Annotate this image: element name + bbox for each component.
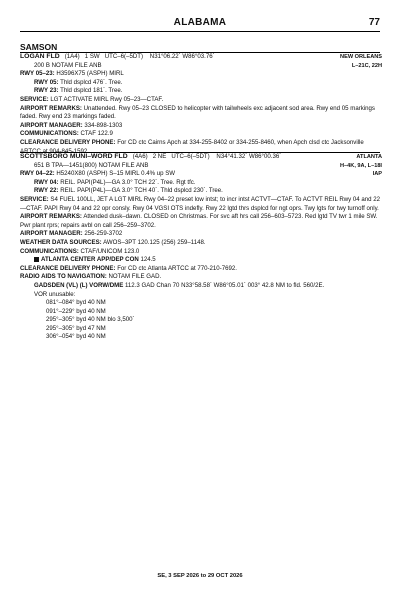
chart-ref: NEW ORLEANS <box>340 54 382 60</box>
vor-unusable-item: 081°–084° byd 40 NM <box>46 299 106 307</box>
runway-end-text: Thld dsplcd 181´. Tree. <box>60 87 123 95</box>
header-rule <box>20 31 380 32</box>
airport-title-line <box>20 153 382 162</box>
vor-line <box>20 282 382 291</box>
airport-info-line <box>20 62 382 71</box>
chart-ref-2: H–4K, 9A, L–18I <box>340 162 382 169</box>
airport-ident: (1A4) <box>64 53 80 60</box>
runway-end-label: RWY 05: <box>34 78 59 86</box>
communications-text: CTAF 122.9 <box>80 130 113 138</box>
airport-ident: (4A6) <box>132 153 148 160</box>
approach-symbol-icon <box>34 257 39 262</box>
runway-end-text: REIL. PAPI(P4L)—GA 3.0° TCH 40´. Thld dsplcd 230´. Tree. <box>60 187 223 195</box>
runway-end-label: RWY 23: <box>34 87 59 95</box>
airport-coords: N31°06.22´ W86°03.76´ <box>149 53 215 60</box>
airport-coords: N34°41.32´ W86°00.36´ <box>216 153 282 160</box>
manager-label: AIRPORT MANAGER: <box>20 121 83 129</box>
remarks-text: Attended dusk–dawn. CLOSED on Christmas. For svc aft hrs call 256–603–5723. Red lgtd TV twr 1 mile SW. Pwr plant rprs; repairs avbl on call 256–259–3702. <box>20 213 378 229</box>
state-title: ALABAMA <box>173 17 227 28</box>
communications-line <box>20 130 382 139</box>
airport-entry-logan <box>20 53 382 156</box>
runway-end-line <box>20 179 382 188</box>
runway-end-line <box>20 187 382 196</box>
chart-ref-2: L–21C, 22H <box>351 62 382 69</box>
runway-line <box>20 170 382 179</box>
approach-label: ATLANTA CENTER APP/DEP CON <box>41 256 139 264</box>
airport-name: LOGAN FLD <box>20 53 60 60</box>
runway-line <box>20 70 382 79</box>
vor-unusable-item: 295°–305° byd 40 NM blo 3,500´ <box>46 316 135 324</box>
clearance-text: For CD ctc Atlanta ARTCC at 770-210-7692. <box>117 264 237 272</box>
remarks-block <box>20 213 382 230</box>
runway-text: H3596X75 (ASPH) MIRL <box>56 70 124 78</box>
service-label: SERVICE: <box>20 195 49 203</box>
service-label: SERVICE: <box>20 95 49 103</box>
remarks-text: Unattended. Rwy 05–23 CLOSED to helicopter with tailwheels exc adjacent sod area. Rwy end 05 markings faded. Rwy end 23 markings faded. <box>20 104 375 121</box>
communications-line <box>20 248 382 257</box>
page-footer: SE, 3 SEP 2026 to 29 OCT 2026 <box>157 573 243 579</box>
clearance-line <box>20 265 382 274</box>
radio-aids-text: NOTAM FILE GAD. <box>108 273 162 281</box>
runway-end-text: Thld dsplcd 476´. Tree. <box>60 78 123 86</box>
weather-text: AWOS–3PT 120.125 (256) 259–1148. <box>103 238 206 246</box>
airport-utc: UTC–6(–5DT) <box>171 153 210 160</box>
approach-line <box>20 256 382 265</box>
manager-text: 256-259-3702 <box>84 230 123 238</box>
service-block <box>20 196 382 213</box>
radio-aids-label: RADIO AIDS TO NAVIGATION: <box>20 273 107 281</box>
remarks-label: AIRPORT REMARKS: <box>20 213 82 221</box>
clearance-label: CLEARANCE DELIVERY PHONE: <box>20 264 116 272</box>
city-heading: SAMSON <box>20 42 58 52</box>
vor-unusable-label: VOR unusable: <box>34 290 76 298</box>
runway-end-label: RWY 04: <box>34 178 59 186</box>
manager-text: 334-898-1303 <box>84 121 123 129</box>
communications-label: COMMUNICATIONS: <box>20 247 79 255</box>
runway-end-line <box>20 79 382 88</box>
manager-line <box>20 122 382 131</box>
vor-label: GADSDEN (VL) (L) VORW/DME <box>34 281 124 289</box>
chart-ref-3: IAP <box>372 171 382 178</box>
airport-location: 2 NE <box>152 153 167 160</box>
service-text: LGT ACTIVATE MIRL Rwy 05–23—CTAF. <box>50 95 164 103</box>
vor-unusable-item: 306°–054° byd 40 NM <box>46 333 106 341</box>
elev-notam: 651 B TPA—1451(800) NOTAM FILE ANB <box>34 161 149 169</box>
vor-unusable-item: 295°–305° byd 47 NM <box>46 324 106 332</box>
page-header <box>0 0 400 34</box>
page-number: 77 <box>368 17 380 28</box>
remarks-label: AIRPORT REMARKS: <box>20 104 82 112</box>
weather-line <box>20 239 382 248</box>
clearance-text: For CD ctc Cairns Apch at 334-255-8402 or 334-255-8460, when Apch clsd ctc Jacksonville ARTCC at 904-845-1592. <box>20 138 364 155</box>
vor-text: 112.3 GAD Chan 70 N33°58.58´ W86°05.01´ 003° 42.8 NM to fld. 560/2E. <box>124 281 325 289</box>
runway-end-text: REIL. PAPI(P4L)—GA 3.0° TCH 22´. Tree. Rgt tfc. <box>60 178 196 186</box>
remarks-block <box>20 105 382 122</box>
radio-aids-line <box>20 273 382 282</box>
vor-unusable-item: 091°–229° byd 40 NM <box>46 307 106 315</box>
clearance-label: CLEARANCE DELIVERY PHONE: <box>20 138 116 146</box>
airport-info-line <box>20 162 382 171</box>
airport-utc: UTC–6(–5DT) <box>104 53 144 60</box>
airport-title-line <box>20 53 382 62</box>
service-text: S4 FUEL 100LL, JET A LGT MIRL Rwy 04–22 preset low intst; to incr intst ACTVT—CTAF. To ACTVT REIL Rwy 04 and 22—CTAF. PAPI Rwy 04 and 22 opr consly. Rwy 04 VGSI OTS indefly. Rwy 22 lgtd thrs dsplcd for ngt oprs. Twy lgts for twy turnoff only. <box>20 195 381 212</box>
communications-text: CTAF/UNICOM 123.0 <box>80 247 140 255</box>
elev-notam: 200 B NOTAM FILE ANB <box>34 61 102 69</box>
chart-ref: ATLANTA <box>356 154 382 160</box>
runway-end-label: RWY 22: <box>34 187 59 195</box>
airport-location: 1 SW <box>84 53 100 60</box>
manager-line <box>20 230 382 239</box>
runway-text: H5240X80 (ASPH) S–15 MIRL 0.4% up SW <box>56 170 176 178</box>
runway-label: RWY 05–23: <box>20 70 55 78</box>
airport-name: SCOTTSBORO MUNI–WORD FLD <box>20 153 128 160</box>
service-line <box>20 96 382 105</box>
approach-text: 124.5 <box>140 256 156 264</box>
runway-label: RWY 04–22: <box>20 170 55 178</box>
manager-label: AIRPORT MANAGER: <box>20 230 83 238</box>
runway-end-line <box>20 87 382 96</box>
airport-entry-scottsboro <box>20 153 382 342</box>
weather-label: WEATHER DATA SOURCES: <box>20 238 102 246</box>
communications-label: COMMUNICATIONS: <box>20 130 79 138</box>
